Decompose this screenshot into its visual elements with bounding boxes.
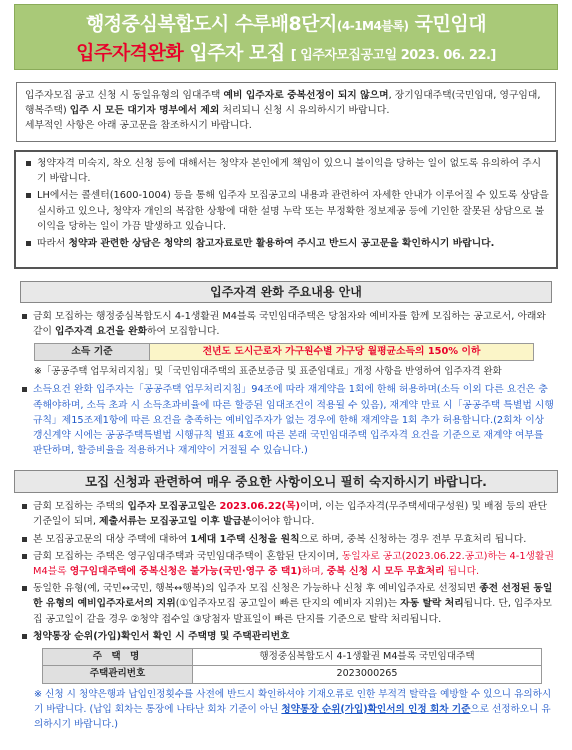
- caution-item: LH에서는 콜센터(1600-1004) 등을 통해 입주자 모집공고의 내용과 관련하여 자세한 안내가 이루어질 수 있도록 상담을 실시하고 있으나, 청약자 개인의 복잡한 상황에 대한 설명 누락 또는 부정확한 정보제공 등에 기인한 잘못된 상담으로 불이익을 당하는 일이 가끔 발생하고 있습니다.: [24, 188, 550, 234]
- section-important: [14, 493, 558, 732]
- income-criteria-table: [34, 343, 534, 361]
- intro-notice: 입주자모집 공고 신청 시 동일유형의 임대주택 예비 입주자로 중복선정이 되지 않으며, 장기임대주택(국민임대, 영구임대, 행복주택) 입주 시 모든 대기자 명부에서 제외 처리되니 신청 시 유의하시기 바랍니다. 세부적인 사항은 아래 공고문을 참조하시기 바랍니다.: [16, 82, 556, 142]
- list-item: 금회 모집하는 주택은 영구임대주택과 국민임대주택이 혼합된 단지이며, 동일자로 공고(2023.06.22.공고)하는 4-1생활권 M4블록 영구임대주택에 중복신청은 불가능(국민·영구 중 택1)하며, 중복 신청 시 모두 무효처리 됩니다.: [20, 549, 554, 579]
- housing-info-table: [42, 648, 542, 684]
- criteria-label: 소득 기준: [35, 344, 150, 360]
- list-item: 청약통장 순위(가입)확인서 확인 시 주택명 및 주택관리번호: [20, 629, 554, 644]
- list-item: 금회 모집하는 주택의 입주자 모집공고일은 2023.06.22(목)이며, 이는 입주자격(무주택세대구성원) 및 배점 등의 판단 기준일이 되며, 제출서류는 모집공고일 이후 발급분이어야 합니다.: [20, 499, 554, 529]
- title-line-2: 입주자격완화 입주자 모집 [ 입주자모집공고일 2023. 06. 22.]: [76, 42, 496, 64]
- section-heading-eligibility: 입주자격 완화 주요내용 안내: [20, 281, 552, 303]
- list-item: 소득요건 완화 입주자는「공공주택 업무처리지침」94조에 따라 재계약을 1회에 한해 허용하며(소득 이외 다른 요건은 충족해야하며, 소득 초과 시 소득초과비율에 따른 할증된 임대조건이 적용될 수 있음), 재계약 만료 시「공공주택 특별법 시행규칙」제15조제1항에 따른 요건을 충족하는 예비입주자가 없는 경우에 한해 재계약을 1회 추가 허용합니다.(2회차 이상 갱신계약 시에는 공공주택특별법 시행규칙 별표 4호에 따른 본래 국민임대주택 입주자격 요건을 기준으로 재계약 여부를 판단하며, 할증비율을 적용하거나 재계약이 거절될 수 있습니다.): [20, 382, 554, 458]
- list-item: 동일한 유형(예, 국민↔국민, 행복↔행복)의 입주자 모집 신청은 가능하나 신청 후 예비입주자로 선정되면 종전 선정된 동일한 유형의 예비입주자로서의 지위(①입주자모집 공고일이 빠른 단지의 예비자 지위)는 자동 탈락 처리됩니다. 단, 입주자모집 공고일이 같을 경우 ②청약 접수일 ③당첨자 발표일이 빠른 단지를 기준으로 탈락 처리됩니다.: [20, 581, 554, 627]
- footnote: ※ 신청 시 청약은행과 납입인정횟수를 사전에 반드시 확인하셔야 기재오류로 인한 부적격 탈락을 예방할 수 있으니 유의하시기 바랍니다. (납입 회차는 통장에 나타난 회차 기준이 아닌 청약통장 순위(가입)확인서의 인정 회차 기준으로 선정하오니 유의하시기 바랍니다.): [34, 688, 552, 730]
- announcement-date: [ 입주자모집공고일 2023. 06. 22.]: [290, 48, 496, 63]
- caution-box: [14, 150, 558, 269]
- title-line-1: 행정중심복합도시 수루배8단지(4-1M4블록) 국민임대: [85, 13, 487, 35]
- section-eligibility: [14, 303, 558, 458]
- caution-item: 따라서 청약과 관련한 상담은 청약의 참고자료로만 활용하여 주시고 반드시 공고문을 확인하시기 바랍니다.: [24, 236, 550, 251]
- section-heading-important: 모집 신청과 관련하여 매우 중요한 사항이오니 필히 숙지하시기 바랍니다.: [14, 470, 558, 493]
- table-row: 주택관리번호 2023000265: [43, 666, 541, 683]
- list-item: 금회 모집하는 행정중심복합도시 4-1생활권 M4블록 국민임대주택은 당첨자와 예비자를 함께 모집하는 공고로서, 아래와 같이 입주자격 요건을 완화하여 모집합니다.: [20, 309, 554, 339]
- table-row: 주 택 명 행정중심복합도시 4-1생활권 M4블록 국민임대주택: [43, 649, 541, 666]
- criteria-value: 전년도 도시근로자 가구원수별 가구당 월평균소득의 150% 이하: [150, 344, 533, 360]
- reference-note: ※「공공주택 업무처리지침」및「국민임대주택의 표준보증금 및 표준임대료」개정 사항을 반영하여 입주자격 완화: [34, 366, 502, 378]
- title-banner: [14, 4, 558, 70]
- list-item: 본 모집공고문의 대상 주택에 대하여 1세대 1주택 신청을 원칙으로 하며, 중복 신청하는 경우 전부 무효처리 됩니다.: [20, 532, 554, 547]
- caution-item: 청약자격 미숙지, 착오 신청 등에 대해서는 청약자 본인에게 책임이 있으니 불이익을 당하는 일이 없도록 유의하여 주시기 바랍니다.: [24, 156, 550, 186]
